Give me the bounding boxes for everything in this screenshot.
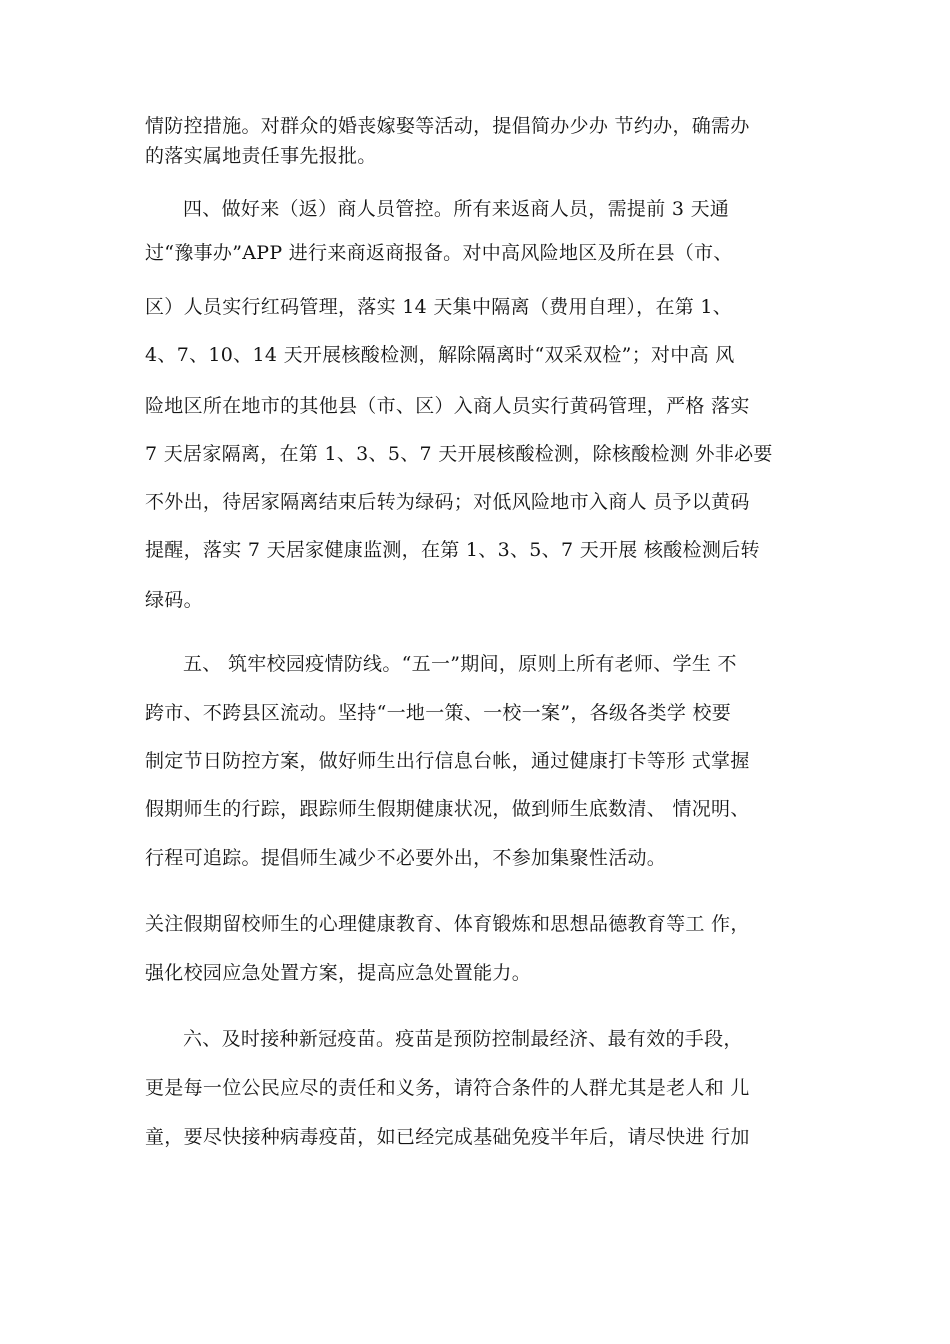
text-line: 7 天居家隔离，在第 1、3、5、7 天开展核酸检测，除核酸检测 外非必要 bbox=[145, 443, 773, 465]
text-line: 过“豫事办”APP 进行来商返商报备。对中高风险地区及所在县（市、 bbox=[145, 242, 733, 264]
text-line: 绿码。 bbox=[145, 589, 203, 611]
section-6-heading-line: 六、及时接种新冠疫苗。疫苗是预防控制最经济、最有效的手段， bbox=[183, 1028, 743, 1050]
text-line: 童，要尽快接种病毒疫苗，如已经完成基础免疫半年后，请尽快进 行加 bbox=[145, 1126, 750, 1148]
text-line: 更是每一位公民应尽的责任和义务，请符合条件的人群尤其是老人和 儿 bbox=[145, 1077, 750, 1099]
text-line: 不外出，待居家隔离结束后转为绿码；对低风险地市入商人 员予以黄码 bbox=[145, 491, 750, 513]
text-line: 情防控措施。对群众的婚丧嫁娶等活动，提倡简办少办 节约办，确需办 bbox=[145, 115, 750, 137]
text-line: 的落实属地责任事先报批。 bbox=[145, 145, 377, 167]
section-4-heading-line: 四、做好来（返）商人员管控。所有来返商人员，需提前 3 天通 bbox=[183, 198, 730, 220]
text-line: 4、7、10、14 天开展核酸检测，解除隔离时“双采双检”；对中高 风 bbox=[145, 344, 735, 366]
text-line: 行程可追踪。提倡师生减少不必要外出，不参加集聚性活动。 bbox=[145, 847, 667, 869]
text-line: 强化校园应急处置方案，提高应急处置能力。 bbox=[145, 962, 532, 984]
text-line: 区）人员实行红码管理，落实 14 天集中隔离（费用自理），在第 1、 bbox=[145, 296, 733, 318]
text-line: 提醒，落实 7 天居家健康监测，在第 1、3、5、7 天开展 核酸检测后转 bbox=[145, 539, 760, 561]
text-line: 假期师生的行踪，跟踪师生假期健康状况，做到师生底数清、 情况明、 bbox=[145, 798, 750, 820]
text-line: 险地区所在地市的其他县（市、区）入商人员实行黄码管理，严格 落实 bbox=[145, 395, 750, 417]
section-5-heading-line: 五、 筑牢校园疫情防线。“五一”期间，原则上所有老师、学生 不 bbox=[183, 653, 737, 675]
text-line: 跨市、不跨县区流动。坚持“一地一策、一校一案”，各级各类学 校要 bbox=[145, 702, 732, 724]
text-line: 关注假期留校师生的心理健康教育、体育锻炼和思想品德教育等工 作， bbox=[145, 913, 750, 935]
text-line: 制定节日防控方案，做好师生出行信息台帐，通过健康打卡等形 式掌握 bbox=[145, 750, 750, 772]
